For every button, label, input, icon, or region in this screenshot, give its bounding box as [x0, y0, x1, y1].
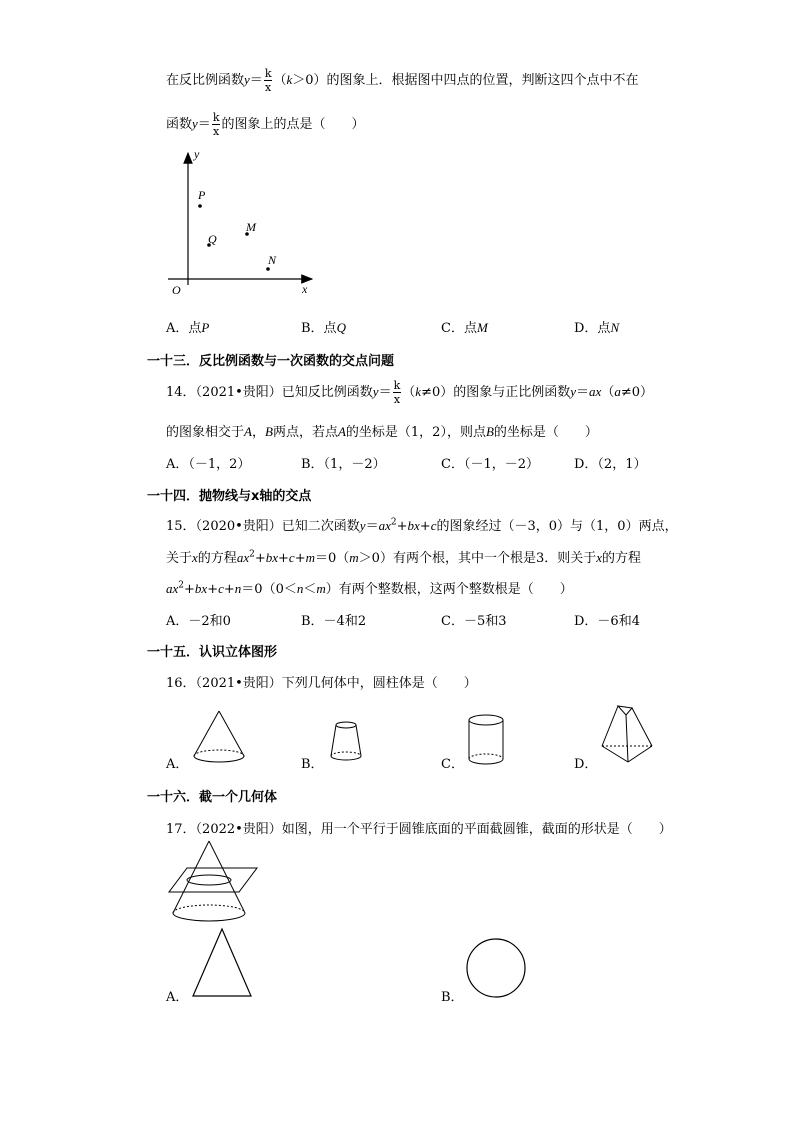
- q13-option-a[interactable]: [166, 317, 209, 336]
- var-y: y: [570, 384, 577, 399]
- q16-option-a[interactable]: A．: [166, 757, 189, 772]
- option-value: Q: [336, 320, 346, 335]
- var-bx: bx: [265, 550, 279, 565]
- equals: ＝: [365, 519, 379, 534]
- circle-figure: [464, 936, 528, 1000]
- q15-option-b[interactable]: B．－4和2: [301, 614, 367, 629]
- section-heading-13: 一十三．反比例函数与一次函数的交点问题: [147, 354, 395, 369]
- equals: ＝: [576, 385, 590, 400]
- q15-option-c[interactable]: C．－5和3: [441, 614, 507, 629]
- q15-text: 15．（2020•贵阳）已知二次函数: [166, 519, 360, 534]
- denominator: x: [213, 125, 220, 138]
- cone-figure: [190, 708, 250, 768]
- var-n: n: [296, 581, 304, 596]
- q14-option-a[interactable]: A．（－1，2）: [166, 457, 251, 472]
- option-value: N: [610, 320, 620, 335]
- q15-line3: [166, 578, 573, 597]
- point-p: [198, 204, 202, 208]
- var-y: y: [359, 518, 366, 533]
- var-m: m: [316, 581, 326, 596]
- var-x: x: [596, 550, 602, 565]
- q15-text: ＝0（: [315, 551, 350, 566]
- q14-line1: [166, 380, 653, 405]
- exponent: 2: [178, 580, 185, 591]
- point-m-label: M: [246, 220, 256, 234]
- option-letter: B．点: [301, 321, 337, 336]
- option-letter: A．点: [166, 321, 202, 336]
- var-bx: bx: [194, 581, 208, 596]
- var-ax: ax: [166, 581, 179, 596]
- option-value: M: [476, 320, 488, 335]
- var-y: y: [372, 384, 379, 399]
- q17-stem: 17．（2022•贵阳）如图，用一个平行于圆锥底面的平面截圆锥，截面的形状是（ ）: [166, 822, 672, 837]
- q15-text: ＜: [303, 582, 317, 597]
- fraction-k-over-x: [393, 380, 402, 405]
- q14-text: ，: [251, 425, 265, 440]
- q13-text: 函数: [166, 117, 193, 132]
- q14-text: 的坐标是（ ）: [493, 425, 598, 440]
- var-ax: ax: [589, 384, 602, 399]
- exponent: 2: [390, 517, 397, 528]
- plus: +: [207, 582, 219, 597]
- option-letter: C．点: [441, 321, 477, 336]
- var-ax: ax: [236, 550, 250, 565]
- triangle-figure: [190, 926, 254, 1000]
- y-axis-label: y: [194, 147, 200, 161]
- var-B: B: [264, 424, 273, 439]
- var-m: m: [349, 550, 359, 565]
- plus: +: [254, 551, 266, 566]
- equals: ＝: [249, 73, 263, 88]
- denominator: x: [265, 81, 272, 94]
- fraction-k-over-x: [212, 112, 221, 137]
- q13-line2: [166, 112, 365, 137]
- equals: ＝: [197, 117, 211, 132]
- q14-line2: [166, 421, 598, 440]
- origin-label: O: [172, 283, 181, 297]
- q13-option-d[interactable]: [574, 317, 619, 336]
- q14-option-c[interactable]: C．（－1，－2）: [441, 457, 539, 472]
- q15-line1: [166, 515, 678, 534]
- exponent: 2: [249, 549, 255, 560]
- point-q-label: Q: [208, 232, 217, 246]
- var-c: c: [218, 581, 224, 596]
- var-y: y: [192, 116, 198, 131]
- section-heading-16: 一十六．截一个几何体: [147, 790, 278, 805]
- q15-line2: [166, 547, 641, 566]
- q16-option-c[interactable]: C．: [441, 757, 464, 772]
- q13-option-b[interactable]: [301, 317, 346, 336]
- q16-option-d[interactable]: D．: [574, 757, 598, 772]
- q13-text: ＞0）的图象上．根据图中四点的位置，判断这四个点中不在: [292, 73, 639, 88]
- q16-stem: 16．（2021•贵阳）下列几何体中，圆柱体是（ ）: [166, 676, 477, 691]
- plus: +: [294, 551, 306, 566]
- q14-text: ≠0）: [620, 385, 653, 400]
- section-heading-15: 一十五．认识立体图形: [147, 645, 278, 660]
- q13-text: 在反比例函数: [166, 73, 245, 88]
- q14-text: 的图象相交于: [166, 425, 245, 440]
- q14-text: （: [402, 385, 416, 400]
- q15-text: ＞0）有两个根，其中一个根是3．则关于: [358, 551, 597, 566]
- option-value: P: [201, 320, 210, 335]
- var-k: k: [415, 384, 422, 399]
- q13-text: 的图象上的点是（ ）: [221, 117, 365, 132]
- q14-text: 的坐标是（1，2），则点: [345, 425, 486, 440]
- q14-option-b[interactable]: B．（1，－2）: [301, 457, 386, 472]
- q14-text: ≠0）的图象与正比例函数: [421, 385, 571, 400]
- q15-text: 关于: [166, 551, 193, 566]
- x-axis-label: x: [302, 282, 308, 296]
- frustum-figure: [326, 718, 366, 766]
- q15-text: 的图象经过（－3，0）与（1，0）两点，: [436, 519, 678, 534]
- q17-option-b[interactable]: B．: [441, 990, 464, 1005]
- prism-frustum-figure: [598, 702, 656, 766]
- q14-text: 两点，若点: [272, 425, 338, 440]
- var-c: c: [430, 518, 437, 533]
- plus: +: [396, 519, 408, 534]
- plus: +: [419, 519, 431, 534]
- numerator: k: [212, 111, 220, 124]
- q13-coordinate-graph: [160, 145, 330, 300]
- var-x: x: [192, 550, 198, 565]
- plus: +: [278, 551, 289, 566]
- point-p-label: P: [198, 188, 206, 202]
- q15-option-d[interactable]: D．－6和4: [574, 614, 640, 629]
- numerator: k: [264, 67, 272, 80]
- point-n: [266, 267, 270, 271]
- q15-text: 的方程: [602, 551, 642, 566]
- var-k: k: [286, 72, 293, 87]
- var-ax: ax: [378, 518, 391, 533]
- var-m: m: [305, 550, 315, 565]
- point-n-label: N: [268, 253, 277, 267]
- section-heading-14: 一十四．抛物线与x轴的交点: [147, 489, 312, 504]
- q13-option-c[interactable]: [441, 317, 488, 336]
- q15-text: ）有两个整数根，这两个整数根是（ ）: [325, 582, 573, 597]
- numerator: k: [393, 379, 401, 392]
- q15-text: ＝0（0＜: [241, 582, 297, 597]
- q15-option-a[interactable]: A．－2和0: [166, 614, 231, 629]
- q13-text: （: [273, 73, 287, 88]
- q17-option-a[interactable]: A．: [166, 990, 189, 1005]
- plus: +: [223, 582, 235, 597]
- fraction-k-over-x: [264, 68, 273, 93]
- var-y: y: [244, 72, 250, 87]
- var-A: A: [337, 424, 346, 439]
- q14-option-d[interactable]: D．（2，1）: [574, 457, 647, 472]
- plus: +: [184, 582, 195, 597]
- q14-text: （: [601, 385, 615, 400]
- option-letter: D．点: [574, 321, 611, 336]
- var-A: A: [244, 424, 252, 439]
- var-n: n: [234, 581, 242, 596]
- q13-line1: [166, 68, 639, 93]
- cylinder-figure: [464, 712, 508, 770]
- q15-text: 的方程: [197, 551, 237, 566]
- var-a: a: [614, 384, 621, 399]
- var-c: c: [288, 550, 295, 565]
- var-B: B: [485, 424, 494, 439]
- var-bx: bx: [407, 518, 420, 533]
- denominator: x: [393, 393, 401, 406]
- equals: ＝: [378, 385, 392, 400]
- cone-cross-section-figure: [165, 838, 265, 928]
- q14-text: 14．（2021•贵阳）已知反比例函数: [166, 385, 373, 400]
- q16-option-b[interactable]: B．: [301, 757, 324, 772]
